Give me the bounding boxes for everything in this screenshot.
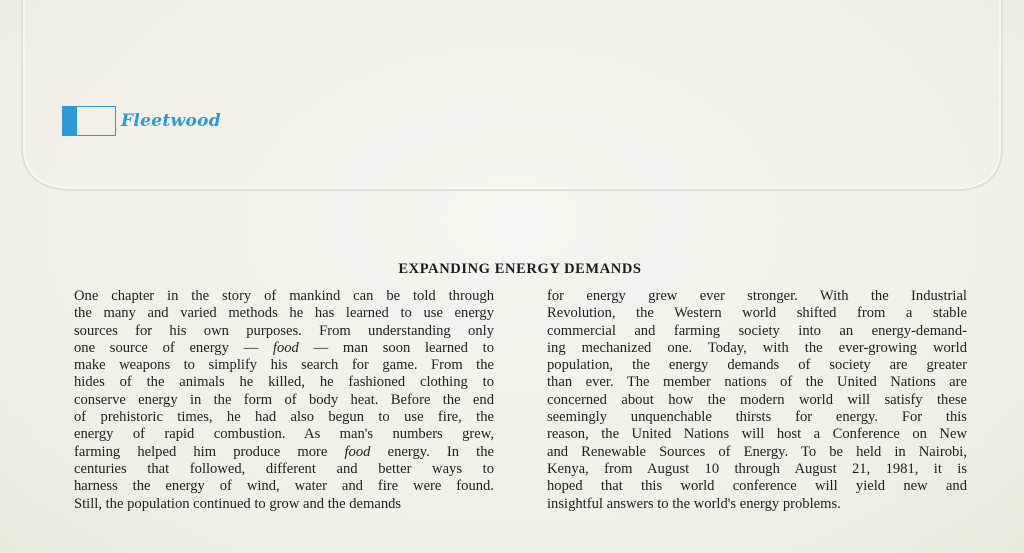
text-line: ing mechanized one. Today, with the ever-growing world	[547, 339, 967, 356]
text-line: than ever. The member nations of the United Nations are	[547, 374, 967, 391]
text-line: harness the energy of wind, water and fire were found.	[74, 478, 494, 495]
text-line: sources for his own purposes. From understanding only	[74, 322, 494, 339]
text-line: Still, the population continued to grow and the demands	[74, 495, 402, 512]
text-line: Kenya, from August 10 through August 21, 1981, it is	[547, 460, 967, 477]
text-line: Revolution, the Western world shifted from a stable	[547, 305, 967, 322]
fleetwood-logo	[62, 105, 221, 137]
text-line: of prehistoric times, he had also begun to use fire, the	[74, 409, 494, 426]
text-line: conserve energy in the form of body heat. Before the end	[74, 391, 494, 408]
article-title: EXPANDING ENERGY DEMANDS	[398, 261, 642, 277]
text-line: farming helped him produce more food energy. In the	[74, 443, 495, 460]
text-line: and Renewable Sources of Energy. To be held in Nairobi,	[547, 443, 967, 460]
text-line: centuries that followed, different and better ways to	[74, 460, 494, 477]
text-line: energy of rapid combustion. As man's numbers grew,	[74, 426, 494, 443]
logo-wordmark: Fleetwood	[121, 111, 221, 131]
text-line: seemingly unquenchable thirsts for energy. For this	[547, 409, 967, 426]
text-line: one source of energy — food — man soon learned to	[74, 339, 494, 356]
text-line: reason, the United Nations will host a Conference on New	[547, 426, 967, 443]
envelope-flap	[0, 0, 1024, 200]
text-line: concerned about how the modern world will satisfy these	[547, 391, 967, 408]
article-column-left	[74, 288, 494, 513]
text-line: commercial and farming society into an energy-demand-	[547, 322, 967, 339]
text-line: population, the energy demands of society are greater	[547, 357, 967, 374]
article-column-right	[547, 288, 967, 513]
text-line: insightful answers to the world's energy problems.	[547, 495, 841, 512]
text-line: the many and varied methods he has learned to use energy	[74, 305, 494, 322]
text-line: make weapons to simplify his search for game. From the	[74, 357, 494, 374]
text-line: One chapter in the story of mankind can be told through	[74, 288, 494, 304]
text-line: hoped that this world conference will yield new and	[547, 478, 967, 495]
logo-box-icon	[62, 106, 116, 136]
text-line: hides of the animals he killed, he fashioned clothing to	[74, 374, 494, 391]
text-line: for energy grew ever stronger. With the Industrial	[547, 288, 967, 304]
